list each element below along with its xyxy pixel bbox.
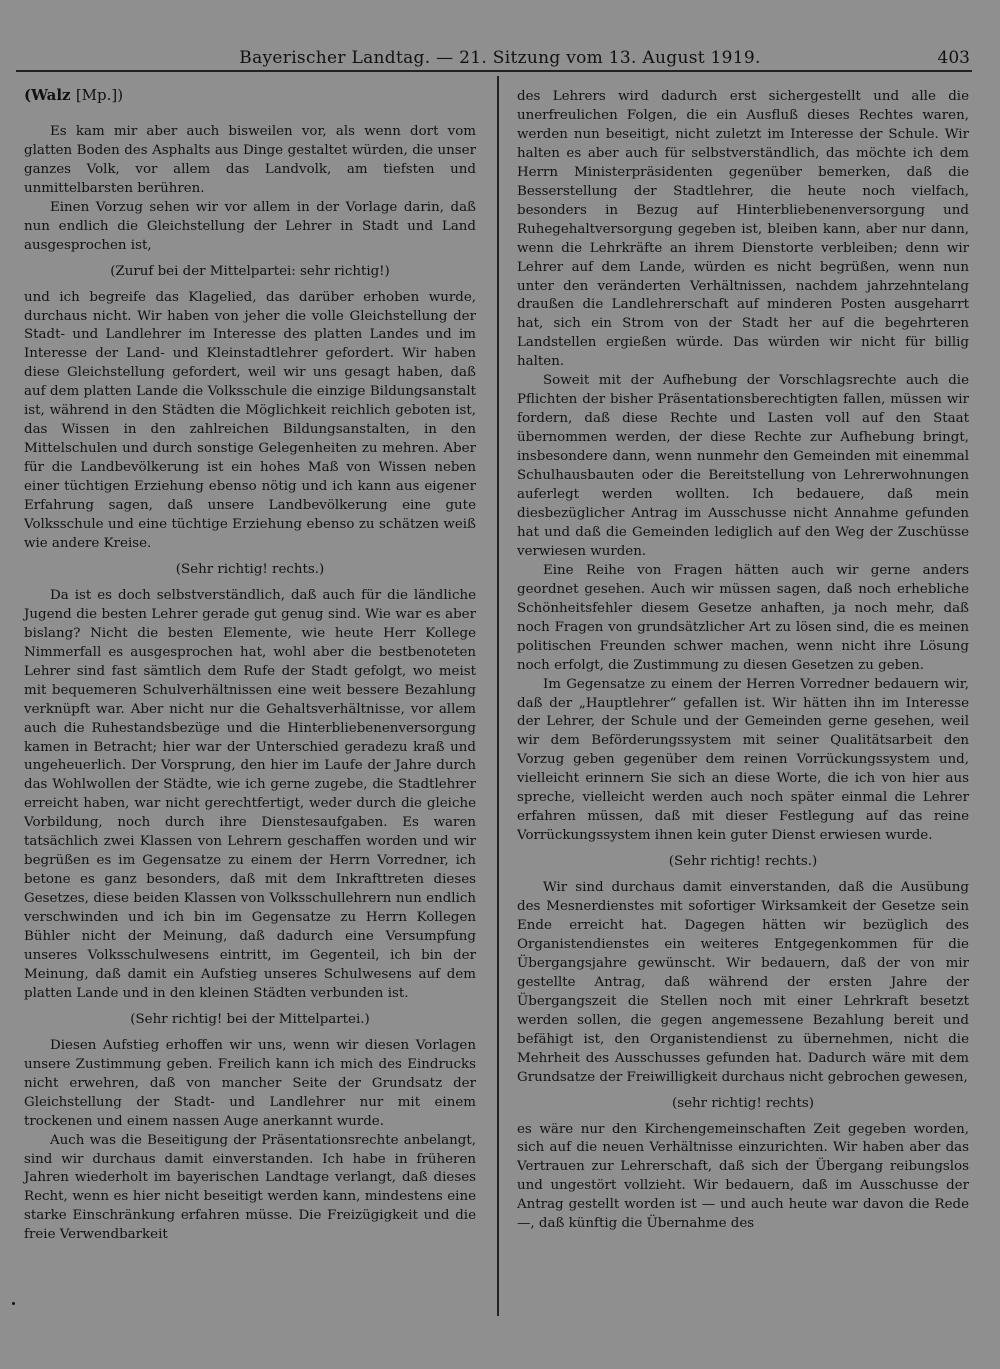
paragraph: Soweit mit der Aufhebung der Vorschlagsrechte auch die Pflichten der bisher Präsentationsberechtigten fallen, müssen wir fordern, daß diese Rechte und Lasten voll auf den Staat übernommen werden, der diese Rechte zur Aufhebung bringt, insbesondere dann, wenn nunmehr den Gemeinden mit einemmal Schulhausbauten oder die Bereitstellung von Lehrerwohnungen auferlegt werden wollten. Ich bedauere, daß mein diesbezüglicher Antrag im Ausschusse nicht Annahme gefunden hat und daß die Gemeinden lediglich auf den Weg der Zuschüsse verwiesen wurden. bbox=[517, 373, 969, 559]
paragraph: und ich begreife das Klagelied, das darüber erhoben wurde, durchaus nicht. Wir haben von jeher die volle Gleichstellung der Stadt- und Landlehrer im Interesse des platten Landes und im Interesse der Land- und Kleinstadtlehrer gefordert. Wir haben diese Gleichstellung gefordert, weil wir uns gesagt haben, daß auf dem platten Lande die Volksschule die einzige Bildungsanstalt ist, während in den Städten die Möglichkeit reichlich geboten ist, das Wissen in den zahlreichen Bildungsanstalten, in den Mittelschulen und durch sonstige Gelegenheiten zu mehren. Aber für die Landbevölkerung ist ein hohes Maß von Wissen neben einer tüchtigen Erziehung ebenso nötig und ich kann aus eigener Erfahrung sagen, daß unsere Landbevölkerung eine gute Volksschule und eine tüchtige Erziehung ebenso zu schätzen weiß wie andere Kreise. bbox=[24, 289, 476, 551]
header-rule bbox=[16, 70, 972, 72]
paragraph: es wäre nur den Kirchengemeinschaften Zeit gegeben worden, sich auf die neuen Verhältnisse einzurichten. Wir haben aber das Vertrauen zur Lehrerschaft, daß sich der Übergang reibungslos und ungestört vollzieht. Wir bedauern, daß im Ausschusse der Antrag gestellt worden ist — und auch heute war davon die Rede —, daß künftig die Übernahme des bbox=[517, 1121, 969, 1232]
print-mark bbox=[12, 1302, 15, 1305]
paragraph: Auch was die Beseitigung der Präsentationsrechte anbelangt, sind wir durchaus damit einverstanden. Ich habe in früheren Jahren wiederholt im bayerischen Landtage verlangt, daß dieses Recht, wenn es hier nicht beseitigt werden kann, mindestens eine starke Einschränkung erfahren müsse. Die Freizügigkeit und die freie Verwendbarkeit bbox=[24, 1132, 476, 1243]
paragraph: Einen Vorzug sehen wir vor allem in der Vorlage darin, daß nun endlich die Gleichstellung der Lehrer in Stadt und Land ausgesprochen ist, bbox=[24, 199, 476, 253]
speaker-party: [Mp.]) bbox=[75, 86, 124, 104]
interjection: (Sehr richtig! rechts.) bbox=[668, 854, 818, 870]
paragraph: Diesen Aufstieg erhoffen wir uns, wenn wir diesen Vorlagen unsere Zustimmung geben. Freilich kann ich mich des Eindrucks nicht erwehren, daß von mancher Seite der Grundsatz der Gleichstellung der Stadt- und Landlehrer nur mit einem trockenen und einem nassen Auge anerkannt wurde. bbox=[24, 1037, 476, 1129]
interjection: (sehr richtig! rechts) bbox=[672, 1095, 814, 1111]
page-number: 403 bbox=[937, 48, 970, 68]
paragraph: Im Gegensatze zu einem der Herren Vorredner bedauern wir, daß der „Hauptlehrer“ gefallen ist. Wir hätten ihn im Interesse der Lehrer, der Schule und der Gemeinden gerne gesehen, weil wir dem Beförderungssystem mit seiner Qualitätsarbeit den Vorzug geben gegenüber dem reinen Vorrückungssystem und, vielleicht erinnern Sie sich an diese Worte, die ich von hier aus spreche, vielleicht werden auch noch später einmal die Lehrer erfahren müssen, daß mit dieser Festlegung auf das reine Vorrückungssystem ihnen kein guter Dienst erwiesen wurde. bbox=[517, 676, 969, 844]
right-column bbox=[517, 88, 969, 1234]
paragraph: Da ist es doch selbstverständlich, daß auch für die ländliche Jugend die besten Lehrer gerade gut genug sind. Wie war es aber bislang? Nicht die besten Elemente, wie heute Herr Kollege Nimmerfall es ausgesprochen hat, wohl aber die bestbenoteten Lehrer sind fast sämtlich dem Rufe der Stadt gefolgt, wo meist mit bequemeren Schulverhältnissen eine weit bessere Bezahlung verknüpft war. Aber nicht nur die Gehaltsverhältnisse, vor allem auch die Ruhestandsbezüge und die Hinterbliebenenversorgung kamen in Betracht; hier war der Unterschied geradezu kraß und ungeheuerlich. Der Vorsprung, den hier im Laufe der Jahre durch das Wohlwollen der Städte, wie ich gerne zugebe, die Stadtlehrer erreicht haben, war nicht gerechtfertigt, weder durch die gleiche Vorbildung, noch durch ihre Dienstesaufgaben. Es waren tatsächlich zwei Klassen von Lehrern geschaffen worden und wir begrüßen es im Gegensatze zu einem der Herrn Vorredner, ich betone es ganz besonders, daß mit dem Inkrafttreten dieses Gesetzes, diese beiden Klassen von Volksschullehrern nun endlich verschwinden und ich bin im Gegensatze zu Herrn Kollegen Bühler nicht der Meinung, daß dadurch eine Versumpfung unseres Volksschulwesens eintritt, im Gegenteil, ich bin der Meinung, daß damit ein Aufstieg unseres Schulwesens auf dem platten Lande und in den kleinen Städten verbunden ist. bbox=[24, 587, 476, 1001]
speaker-heading bbox=[24, 86, 476, 105]
interjection: (Sehr richtig! rechts.) bbox=[175, 561, 325, 577]
page-header bbox=[0, 44, 1000, 74]
speaker-name: (Walz bbox=[24, 86, 71, 104]
paragraph: Wir sind durchaus damit einverstanden, daß die Ausübung des Mesnerdienstes mit sofortiger Wirksamkeit der Gesetze sein Ende erreicht hat. Dagegen hätten wir bezüglich des Organistendienstes ein weiteres Entgegenkommen für die Übergangsjahre gewünscht. Wir bedauern, daß der von mir gestellte Antrag, daß während der ersten Jahre der Übergangszeit die Stellen noch mit einer Lehrkraft besetzt werden sollen, die gegen angemessene Bezahlung bereit und befähigt ist, den Organistendienst zu übernehmen, nicht die Mehrheit des Ausschusses gefunden hat. Dadurch wäre mit dem Grundsatze der Freiwilligkeit durchaus nicht gebrochen gewesen, bbox=[517, 880, 969, 1085]
paragraph: Es kam mir aber auch bisweilen vor, als wenn dort vom glatten Boden des Asphalts aus Dinge gestaltet würden, die unser ganzes Volk, vor allem das Landvolk, am tiefsten und unmittelbarsten berühren. bbox=[24, 123, 476, 196]
running-title: Bayerischer Landtag. — 21. Sitzung vom 13. August 1919. bbox=[239, 48, 761, 68]
interjection: (Sehr richtig! bei der Mittelpartei.) bbox=[130, 1011, 370, 1027]
paragraph: des Lehrers wird dadurch erst sichergestellt und alle die unerfreulichen Folgen, die ein Ausfluß dieses Rechtes waren, werden nun beseitigt, nicht zuletzt im Interesse der Schule. Wir halten es aber auch für selbstverständlich, das möchte ich dem Herrn Ministerpräsidenten gegenüber bemerken, daß die Besserstellung der Stadtlehrer, die heute noch vielfach, besonders in Bezug auf Hinterbliebenenversorgung und Ruhegehaltversorgung gegeben ist, bleiben kann, aber nur dann, wenn die Lehrkräfte an ihrem Dienstorte verbleiben; denn wir Lehrer auf dem Lande, würden es nicht begrüßen, wenn nun unter den veränderten Verhältnissen, nachdem jahrzehntelang draußen die Landlehrerschaft auf minderen Posten ausgeharrt hat, sich ein Strom von der Stadt her auf die begehrteren Landstellen ergießen würde. Das würden wir nicht für billig halten. bbox=[517, 89, 969, 370]
left-column bbox=[24, 84, 476, 1245]
interjection: (Zuruf bei der Mittelpartei: sehr richtig!) bbox=[110, 263, 390, 279]
paragraph: Eine Reihe von Fragen hätten auch wir gerne anders geordnet gesehen. Auch wir müssen sagen, daß noch erhebliche Schönheitsfehler diesem Gesetze anhaften, ja noch mehr, daß noch Fragen von grundsätzlicher Art zu lösen sind, die es meinen politischen Freunden schwer machen, wenn nicht ihre Lösung noch erfolgt, die Zustimmung zu diesen Gesetzen zu geben. bbox=[517, 562, 969, 673]
column-divider bbox=[497, 76, 499, 1316]
